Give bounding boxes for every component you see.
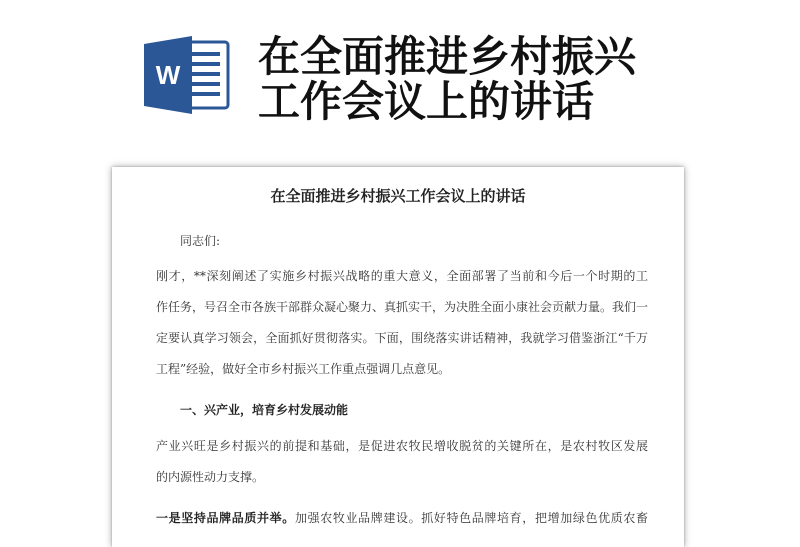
paragraph-1-line-4: 工程”经验，做好全市乡村振兴工作重点强调几点意见。 (156, 362, 451, 376)
paragraph-2-line-1: 产业兴旺是乡村振兴的前提和基础，是促进农牧民增收脱贫的关键所在，是农村牧区发展 (156, 439, 648, 453)
word-logo-letter: W (155, 60, 181, 90)
word-document-icon (140, 34, 236, 116)
paragraph-3-lead: 一是坚持品牌品质并举。 (156, 511, 295, 525)
document-page (112, 167, 684, 547)
salutation: 同志们: (180, 234, 221, 248)
paragraph-3-line-1 (156, 509, 648, 526)
banner-title-line-1: 在全面推进乡村振兴 (258, 32, 637, 81)
section-1-heading: 一、兴产业，培育乡村发展动能 (180, 403, 349, 417)
paragraph-3-text: 加强农牧业品牌建设。抓好特色品牌培育，把增加绿色优质农畜 (294, 511, 648, 525)
paragraph-1-line-2: 作任务，号召全市各族干部群众凝心聚力、真抓实干，为决胜全面小康社会贡献力量。我们一 (156, 300, 649, 314)
paragraph-2-line-2: 的内源性动力支撑。 (156, 470, 265, 484)
document-title: 在全面推进乡村振兴工作会议上的讲话 (270, 187, 526, 205)
paragraph-1-line-3: 定要认真学习领会，全面抓好贯彻落实。下面，围绕落实讲话精神，我就学习借鉴浙江“千万 (156, 331, 648, 345)
banner-title (258, 34, 778, 124)
banner-title-line-2: 工作会议上的讲话 (258, 77, 595, 126)
paragraph-1-line-1: 刚才，**深刻阐述了实施乡村振兴战略的重大意义，全面部署了当前和今后一个时期的工 (156, 269, 648, 283)
banner (0, 0, 800, 155)
